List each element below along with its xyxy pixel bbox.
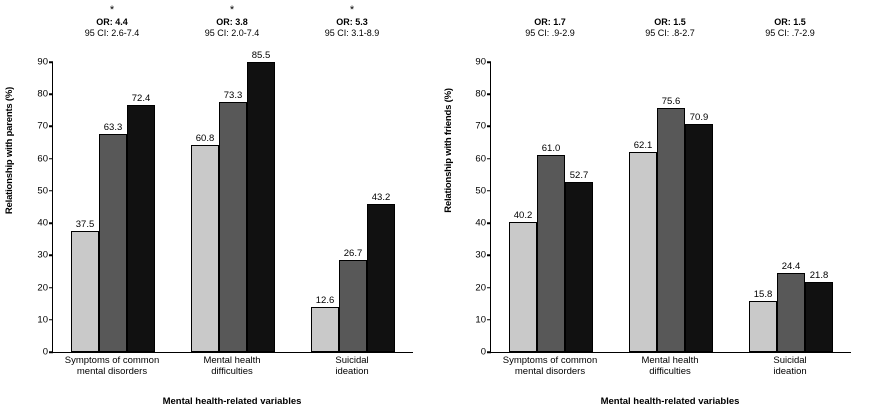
annotation-group xyxy=(490,6,610,58)
y-tick-label: 50 xyxy=(37,185,48,197)
y-axis-title: Relationship with friends (%) xyxy=(442,87,454,213)
bar xyxy=(339,248,367,352)
plot-area xyxy=(475,56,851,358)
confidence-interval-label: 95 CI: .8-2.7 xyxy=(645,28,695,38)
bar-group xyxy=(191,50,275,352)
odds-ratio-label: OR: 4.4 xyxy=(96,17,128,27)
y-tick-label: 30 xyxy=(37,249,48,261)
odds-ratio-label: OR: 3.8 xyxy=(216,17,248,27)
bar-value-label: 24.4 xyxy=(781,261,801,273)
bar-value-label: 40.2 xyxy=(513,210,533,222)
y-tick-label: 10 xyxy=(37,314,48,326)
y-tick-label: 60 xyxy=(475,153,486,165)
odds-ratio-label: OR: 1.5 xyxy=(774,17,806,27)
bar xyxy=(777,261,805,352)
y-tick-label: 90 xyxy=(37,56,48,68)
bar-group xyxy=(629,62,713,352)
bar-value-label: 15.8 xyxy=(753,289,773,301)
x-tick-labels xyxy=(52,355,412,389)
y-tick-label: 70 xyxy=(37,120,48,132)
bar-value-label: 26.7 xyxy=(343,248,363,260)
x-tick-labels xyxy=(490,355,850,389)
bar-value-label: 70.9 xyxy=(689,111,709,123)
chart-panel-friends xyxy=(438,0,876,415)
bar-group xyxy=(71,62,155,352)
bar-group xyxy=(311,62,395,352)
x-tick-label: Mental health difficulties xyxy=(641,355,699,377)
annotation-row xyxy=(490,6,850,58)
y-tick-label: 20 xyxy=(37,282,48,294)
bar-value-label: 12.6 xyxy=(315,294,335,306)
y-tick-label: 60 xyxy=(37,153,48,165)
y-tick-label: 50 xyxy=(475,185,486,197)
confidence-interval-label: 95 CI: 3.1-8.9 xyxy=(324,28,380,38)
y-tick-label: 0 xyxy=(480,346,486,358)
confidence-interval-label: 95 CI: 2.0-7.4 xyxy=(204,28,260,38)
odds-ratio-label: OR: 5.3 xyxy=(336,17,368,27)
annotation-group xyxy=(292,6,412,58)
x-tick-label: Symptoms of common mental disorders xyxy=(502,355,598,377)
y-tick-label: 0 xyxy=(42,346,48,358)
bar-value-label: 63.3 xyxy=(103,121,123,133)
bar xyxy=(749,289,777,352)
bar-value-label: 61.0 xyxy=(541,143,561,155)
bar-value-label: 52.7 xyxy=(569,170,589,182)
annotation-group xyxy=(610,6,730,58)
y-tick-label: 20 xyxy=(475,282,486,294)
bar xyxy=(71,219,99,352)
bar xyxy=(311,294,339,352)
confidence-interval-label: 95 CI: .9-2.9 xyxy=(525,28,575,38)
y-tick-label: 40 xyxy=(475,217,486,229)
bar-value-label: 37.5 xyxy=(75,219,95,231)
annotation-group xyxy=(172,6,292,58)
bar-value-label: 60.8 xyxy=(195,133,215,145)
x-tick-label: Suicidal ideation xyxy=(773,355,807,377)
y-tick-label: 90 xyxy=(475,56,486,68)
y-tick-label: 10 xyxy=(475,314,486,326)
x-tick-label: Symptoms of common mental disorders xyxy=(64,355,160,377)
x-tick-label: Suicidal ideation xyxy=(335,355,369,377)
bar xyxy=(629,139,657,352)
significance-star: * xyxy=(229,4,235,16)
bar xyxy=(127,92,155,352)
bar-value-label: 62.1 xyxy=(633,139,653,151)
bar-value-label: 72.4 xyxy=(131,92,151,104)
annotation-group xyxy=(52,6,172,58)
y-tick-label: 30 xyxy=(475,249,486,261)
annotation-row xyxy=(52,6,412,58)
bar xyxy=(805,269,833,352)
significance-star: * xyxy=(349,4,355,16)
y-tick-label: 40 xyxy=(37,217,48,229)
bar-value-label: 75.6 xyxy=(661,96,681,108)
confidence-interval-label: 95 CI: .7-2.9 xyxy=(765,28,815,38)
odds-ratio-label: OR: 1.5 xyxy=(654,17,686,27)
confidence-interval-label: 95 CI: 2.6-7.4 xyxy=(84,28,140,38)
bar xyxy=(657,96,685,352)
y-axis-title: Relationship with parents (%) xyxy=(4,86,16,214)
bar xyxy=(99,121,127,352)
bar-groups xyxy=(491,62,851,352)
odds-ratio-label: OR: 1.7 xyxy=(534,17,566,27)
y-tick-label: 80 xyxy=(475,88,486,100)
x-tick-label: Mental health difficulties xyxy=(203,355,261,377)
bar-group xyxy=(509,62,593,352)
bar xyxy=(685,111,713,352)
bar-group xyxy=(749,62,833,352)
bar xyxy=(219,90,247,352)
bar xyxy=(191,133,219,352)
bar-value-label: 21.8 xyxy=(809,269,829,281)
x-axis-title: Mental health-related variables xyxy=(600,396,740,407)
bar xyxy=(367,192,395,352)
bar-value-label: 85.5 xyxy=(251,50,271,61)
bar xyxy=(509,210,537,352)
bar xyxy=(565,170,593,352)
x-axis-title: Mental health-related variables xyxy=(162,396,302,407)
bar-groups xyxy=(53,50,413,352)
annotation-group xyxy=(730,6,850,58)
bar-value-label: 43.2 xyxy=(371,192,391,204)
bar xyxy=(247,50,275,352)
plot-area xyxy=(37,50,413,358)
y-tick-label: 70 xyxy=(475,120,486,132)
bar xyxy=(537,143,565,352)
bar-value-label: 73.3 xyxy=(223,90,243,102)
y-tick-label: 80 xyxy=(37,88,48,100)
significance-star: * xyxy=(109,4,115,16)
